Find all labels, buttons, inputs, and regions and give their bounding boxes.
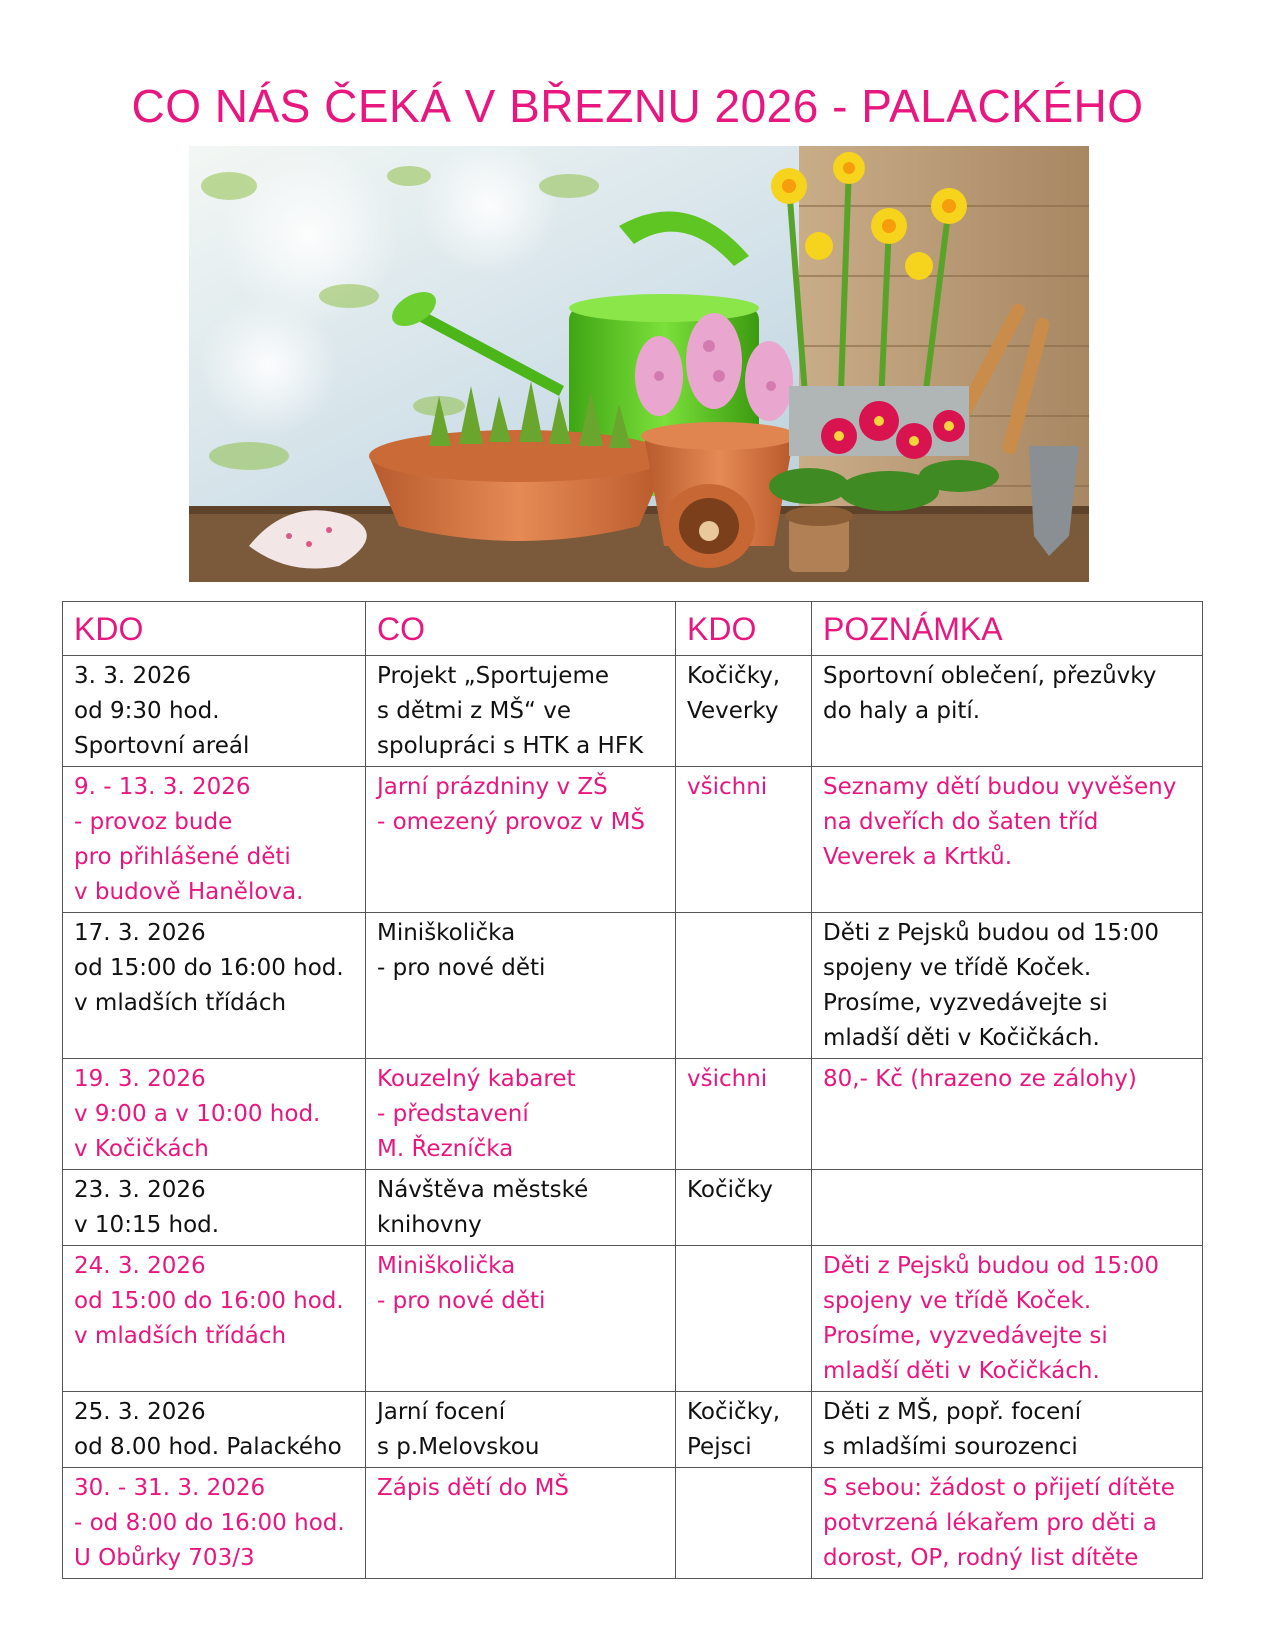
table-row <box>63 767 1203 913</box>
cell-who <box>676 1468 812 1579</box>
cell-line: - od 8:00 do 16:00 hod. <box>74 1510 345 1536</box>
table-row <box>63 1170 1203 1246</box>
cell-line: S sebou: žádost o přijetí dítěte <box>823 1475 1175 1501</box>
cell-line: Jarní prázdniny v ZŠ <box>377 774 608 800</box>
cell-event <box>366 1170 676 1246</box>
cell-line: 25. 3. 2026 <box>74 1399 206 1425</box>
cell-line: Veverky <box>687 698 779 724</box>
schedule-table <box>62 601 1203 1579</box>
table-row <box>63 656 1203 767</box>
cell-line: Kočičky, <box>687 663 781 689</box>
table-row <box>63 1059 1203 1170</box>
cell-line: s p.Melovskou <box>377 1434 540 1460</box>
cell-line: v mladších třídách <box>74 1323 287 1349</box>
cell-event <box>366 913 676 1059</box>
cell-line: Prosíme, vyzvedávejte si <box>823 1323 1108 1349</box>
cell-line: s mladšími sourozenci <box>823 1434 1078 1460</box>
cell-event <box>366 1059 676 1170</box>
schedule-body <box>63 656 1203 1579</box>
cell-line: - představení <box>377 1101 529 1127</box>
cell-who <box>676 1170 812 1246</box>
cell-line: Miniškolička <box>377 1253 516 1279</box>
cell-note <box>812 1246 1203 1392</box>
cell-line: Návštěva městské <box>377 1177 589 1203</box>
page-title: CO NÁS ČEKÁ V BŘEZNU 2026 - PALACKÉHO <box>131 80 1144 132</box>
cell-line: - omezený provoz v MŠ <box>377 809 646 835</box>
cell-date <box>63 913 366 1059</box>
cell-line: - pro nové děti <box>377 1288 546 1314</box>
table-row <box>63 1246 1203 1392</box>
cell-line: Děti z Pejsků budou od 15:00 <box>823 920 1160 946</box>
cell-line: M. Řezníčka <box>377 1136 514 1162</box>
cell-line: pro přihlášené děti <box>74 844 291 870</box>
cell-line: 9. - 13. 3. 2026 <box>74 774 251 800</box>
cell-line: Děti z Pejsků budou od 15:00 <box>823 1253 1160 1279</box>
cell-line: v mladších třídách <box>74 990 287 1016</box>
cell-line: 24. 3. 2026 <box>74 1253 206 1279</box>
cell-line: v Kočičkách <box>74 1136 209 1162</box>
header-co: CO <box>366 602 676 656</box>
header-kdo: KDO <box>63 602 366 656</box>
cell-note <box>812 767 1203 913</box>
cell-line: od 15:00 do 16:00 hod. <box>74 955 344 981</box>
cell-who <box>676 767 812 913</box>
cell-line: v 9:00 a v 10:00 hod. <box>74 1101 321 1127</box>
cell-line: v 10:15 hod. <box>74 1212 220 1238</box>
cell-line: 23. 3. 2026 <box>74 1177 206 1203</box>
cell-line: v budově Hanělova. <box>74 879 304 905</box>
cell-who <box>676 913 812 1059</box>
cell-who <box>676 1246 812 1392</box>
cell-date <box>63 767 366 913</box>
cell-line: potvrzená lékařem pro děti a <box>823 1510 1157 1536</box>
cell-line: U Obůrky 703/3 <box>74 1545 255 1571</box>
cell-line: Jarní focení <box>377 1399 506 1425</box>
cell-line: knihovny <box>377 1212 482 1238</box>
cell-line: spojeny ve třídě Koček. <box>823 955 1092 981</box>
cell-line: Kočičky <box>687 1177 773 1203</box>
cell-note <box>812 1392 1203 1468</box>
cell-line: mladší děti v Kočičkách. <box>823 1358 1100 1384</box>
cell-date <box>63 1059 366 1170</box>
cell-date <box>63 1468 366 1579</box>
cell-line: od 8.00 hod. Palackého <box>74 1434 342 1460</box>
cell-line: 19. 3. 2026 <box>74 1066 206 1092</box>
cell-who <box>676 1059 812 1170</box>
cell-line: spojeny ve třídě Koček. <box>823 1288 1092 1314</box>
table-row <box>63 1392 1203 1468</box>
cell-line: od 15:00 do 16:00 hod. <box>74 1288 344 1314</box>
cell-event <box>366 656 676 767</box>
cell-date <box>63 1392 366 1468</box>
spring-garden-photo <box>189 146 1089 582</box>
header-kdo-2: KDO <box>676 602 812 656</box>
cell-who <box>676 1392 812 1468</box>
cell-who <box>676 656 812 767</box>
cell-line: Děti z MŠ, popř. focení <box>823 1399 1082 1425</box>
table-row <box>63 1468 1203 1579</box>
cell-line: Miniškolička <box>377 920 516 946</box>
cell-line: Sportovní oblečení, přezůvky <box>823 663 1157 689</box>
cell-line: mladší děti v Kočičkách. <box>823 1025 1100 1051</box>
cell-line: všichni <box>687 1066 768 1092</box>
cell-line: Seznamy dětí budou vyvěšeny <box>823 774 1177 800</box>
cell-line: Kočičky, <box>687 1399 781 1425</box>
cell-event <box>366 1246 676 1392</box>
cell-line: Projekt „Sportujeme <box>377 663 610 689</box>
cell-line: Kouzelný kabaret <box>377 1066 576 1092</box>
cell-line: Zápis dětí do MŠ <box>377 1475 570 1501</box>
cell-line: dorost, OP, rodný list dítěte <box>823 1545 1139 1571</box>
cell-line: - provoz bude <box>74 809 233 835</box>
table-row <box>63 913 1203 1059</box>
header-poznamka: POZNÁMKA <box>812 602 1203 656</box>
cell-line: Sportovní areál <box>74 733 250 759</box>
cell-event <box>366 1392 676 1468</box>
cell-date <box>63 1170 366 1246</box>
cell-line: Veverek a Krtků. <box>823 844 1013 870</box>
cell-event <box>366 767 676 913</box>
cell-line: od 9:30 hod. <box>74 698 220 724</box>
cell-event <box>366 1468 676 1579</box>
cell-line: 80,- Kč (hrazeno ze zálohy) <box>823 1066 1137 1092</box>
cell-line: 3. 3. 2026 <box>74 663 192 689</box>
cell-line: všichni <box>687 774 768 800</box>
cell-line: Prosíme, vyzvedávejte si <box>823 990 1108 1016</box>
cell-note <box>812 1170 1203 1246</box>
cell-line: Pejsci <box>687 1434 752 1460</box>
cell-line: - pro nové děti <box>377 955 546 981</box>
cell-line: na dveřích do šaten tříd <box>823 809 1099 835</box>
cell-line: spolupráci s HTK a HFK <box>377 733 644 759</box>
cell-date <box>63 656 366 767</box>
cell-line: s dětmi z MŠ“ ve <box>377 698 571 724</box>
cell-note <box>812 656 1203 767</box>
cell-note <box>812 1059 1203 1170</box>
cell-date <box>63 1246 366 1392</box>
cell-note <box>812 913 1203 1059</box>
cell-note <box>812 1468 1203 1579</box>
cell-line: 30. - 31. 3. 2026 <box>74 1475 266 1501</box>
cell-line: do haly a pití. <box>823 698 981 724</box>
table-header-row <box>63 602 1203 656</box>
cell-line: 17. 3. 2026 <box>74 920 206 946</box>
